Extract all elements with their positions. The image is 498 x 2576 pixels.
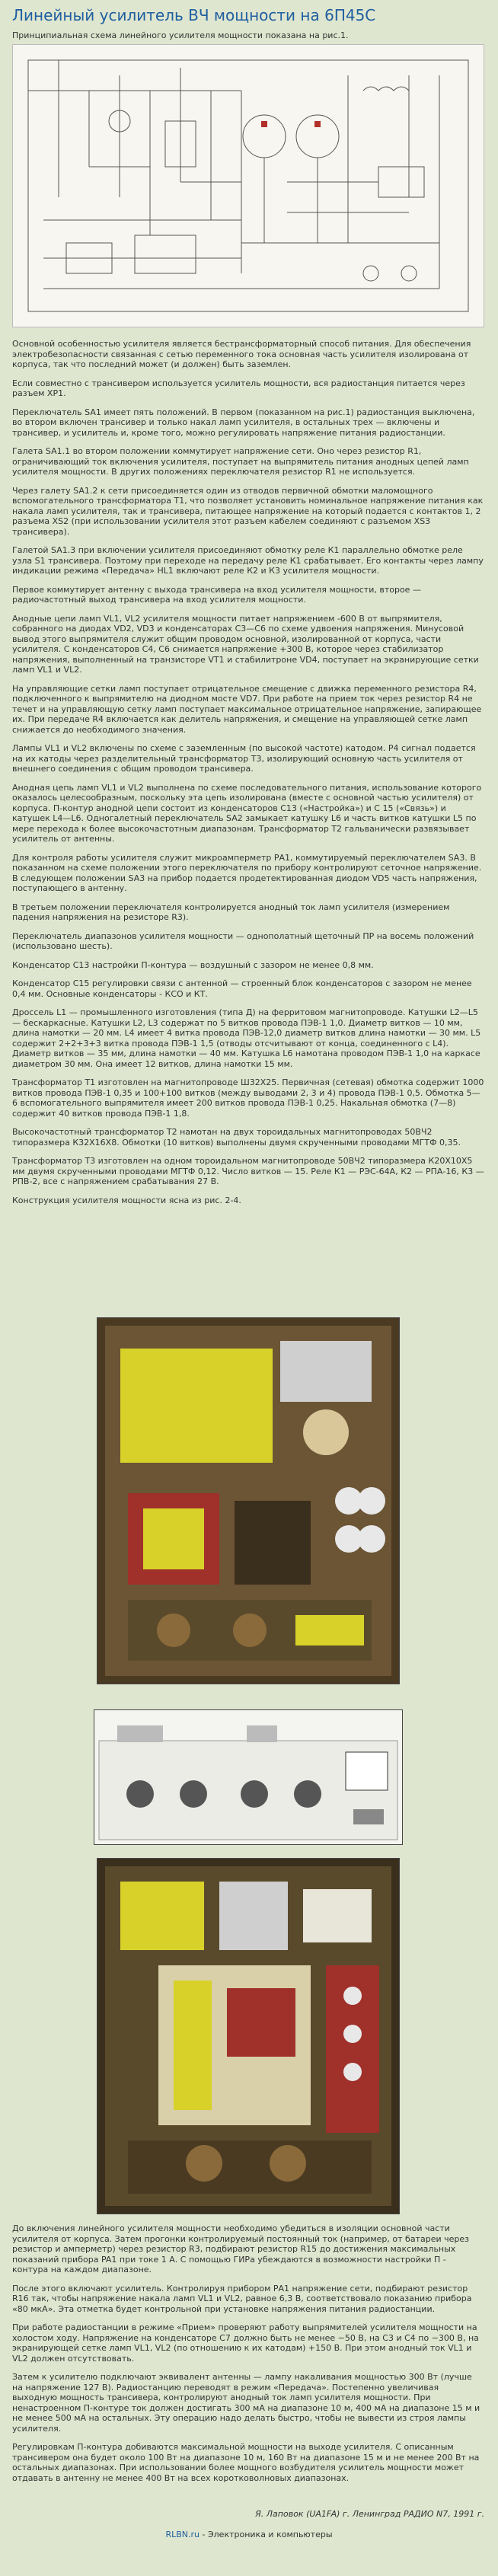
paragraph: Анодные цепи ламп VL1, VL2 усилителя мощности питает напряжением -600 В от выпрямителя, собранного на диодах VD2, VD3 и конденсаторах С3—С6 по схеме удвоения напряжения. Минусовой вывод этого выпрямителя служит общим проводом основной, изолированной от корпуса, части усилителя. С конденсаторов С4, С6 снимается напряжение +300 В, которое через стабилизатор напряжения, выполненный на транзисторе VT1 и стабилитроне VD4, поступает на экранирующие сетки ламп VL1 и VL2. [12, 613, 479, 675]
paragraph: Анодная цепь ламп VL1 и VL2 выполнена по схеме последовательного питания, использование которого оказалось целесообразным, поскольку эта цепь изолирована (вместе с основной частью усилителя) от корпуса. П-контур анодной цепи состоит из конденсаторов С13 («Настройка») и С 15 («Связь») и катушек L4—L6. Одногалетный переключатель SA2 замыкает катушку L6 и часть витков катушки L5 по мере перехода к более высокочастотным диапазонам. Трансформатор Т2 гальванически развязывает усилитель от антенны. [12, 782, 482, 844]
paragraph: Конденсатор С13 настройки П-контура — воздушный с зазором не менее 0,8 мм. [12, 959, 374, 970]
paragraph: До включения линейного усилителя мощности необходимо убедиться в изоляции основной части усилителя от корпуса. Затем прогонки контролируемый постоянный ток (например, от батареи через резистор и амперметр) через резистор R3, подбирают резистор R15 до достижения максимальных показаний прибора PA1 при токе 1 А. С помощью ГИРа убеждаются в возможности настройки П - контура на каждом диапазоне. [12, 2223, 469, 2274]
circuit-schematic-figure [12, 44, 484, 327]
amplifier-open-chassis-photo [97, 1858, 400, 2214]
paragraph: Трансформатор Т3 изготовлен на одном тороидальном магнитопроводе 50ВЧ2 типоразмера К20Х10Х5 мм двумя скрученными проводами МГТФ 0,12. Число витков — 15. Реле К1 — РЭС-64А, К2 — РПА-16, К3 — РПВ-2, все с напряжением срабатывания 27 В. [12, 1156, 484, 1186]
site-footer [0, 2530, 498, 2539]
site-link[interactable]: RLBN.ru [165, 2530, 200, 2539]
paragraph: После этого включают усилитель. Контролируя прибором РА1 напряжение сети, подбирают резистор R16 так, чтобы напряжение накала ламп VL1 и VL2, равное 6,3 В, соответствовало показанию прибора «80 мкА». Эта отметка будет контрольной при установке напряжения питания радиостанции. [12, 2283, 472, 2314]
amplifier-front-panel-photo [94, 1709, 403, 1845]
paragraph: Высокочастотный трансформатор Т2 намотан на двух тороидальных магнитопроводах 50ВЧ2 типоразмера К32Х16Х8. Обмотки (10 витков) выполнены двумя скрученными проводами МГТФ 0,35. [12, 1127, 461, 1148]
paragraph: В третьем положении переключателя контролируется анодный ток ламп усилителя (измерением падения напряжения на резисторе R3). [12, 902, 450, 922]
amplifier-top-view-photo [97, 1317, 400, 1684]
article-body-bottom [12, 2223, 484, 2491]
article-body-top [12, 339, 484, 1214]
author-signature: Я. Лаповок (UA1FA) г. Ленинград РАДИО N7, 1991 г. [255, 2509, 484, 2519]
paragraph: Галета SA1.1 во втором положении коммутирует напряжение сети. Оно через резистор R1, ограничивающий ток включения усилителя, поступает на выпрямитель питания анодных цепей ламп усилителя мощности. В других положениях переключателя резистор R1 не используется. [12, 446, 469, 477]
paragraph: Первое коммутирует антенну с выхода трансивера на вход усилителя мощности, второе — радиочастотный выход трансивера на вход усилителя мощности. [12, 584, 421, 605]
paragraph: Переключатель диапазонов усилителя мощности — однополатный щеточный ПР на восемь положений (использовано шесть). [12, 930, 474, 951]
page-title: Линейный усилитель ВЧ мощности на 6П45С [12, 6, 376, 24]
paragraph: При работе радиостанции в режиме «Прием» проверяют работу выпрямителей усилителя мощности на холостом ходу. Напряжение на конденсаторе С7 должно быть не менее −50 В, на С3 и С4 по −300 В, на экранирующей сетке ламп VL1, VL2 (по отношению к их катодам) +150 В. При этом анодный ток VL1 и VL2 должен отсутствовать. [12, 2322, 479, 2364]
paragraph: Переключатель SA1 имеет пять положений. В первом (показанном на рис.1) радиостанция выключена, во втором включен трансивер и только накал ламп усилителя, в остальных трех — включены и трансивер, и усилитель и, кроме того, можно регулировать напряжение питания радиостанции. [12, 407, 475, 438]
paragraph: Дроссель L1 — промышленного изготовления (типа Д) на ферритовом магнитопроводе. Катушки L2—L5 — бескаркасные. Катушки L2, L3 содержат по 5 витков провода ПЭВ-1 1,0. Диаметр витков — 10 мм, длина намотки — 20 мм. L4 имеет 4 витка провода ПЭВ-12,0 диаметр витков длина намотки — 30 мм. L5 содержит 2+2+3+3 витка провода ПЭВ-1 1,5 (отводы отсчитывают от конца, соединенного с L4). Диаметр витков — 35 мм, длина намотки — 40 мм. Катушка L6 намотана проводом ПЭВ-1 1,0 на каркасе диаметром 30 мм. Она имеет 12 витков, длина намотки 15 мм. [12, 1007, 481, 1069]
paragraph: Затем к усилителю подключают эквивалент антенны — лампу накаливания мощностью 300 Вт (лучше на напряжение 127 В). Радиостанцию переводят в режим «Передача». Постепенно увеличивая выходную мощность трансивера, контролируют анодный ток ламп усилителя мощности. При ненастроенном П-контуре ток должен достигать 300 мА на диапазоне 10 м, 400 мА на диапазоне 15 м и не менее 500 мА на остальных. Эту операцию надо делать быстро, чтобы не вывести из строя лампы усилителя. [12, 2372, 480, 2434]
paragraph: Лампы VL1 и VL2 включены по схеме с заземленным (по высокой частоте) катодом. Р4 сигнал подается на их катоды через разделительный трансформатор Т3, изолирующий основную часть усилителя от внешнего соединения с общим проводом трансивера. [12, 743, 476, 774]
paragraph: Конденсатор С15 регулировки связи с антенной — строенный блок конденсаторов с зазором не менее 0,4 мм. Основные конденсаторы - КСО и КТ. [12, 978, 472, 999]
paragraph: Если совместно с трансивером используется усилитель мощности, вся радиостанция питается через разъем ХР1. [12, 378, 465, 398]
paragraph: Галетой SA1.3 при включении усилителя присоединяют обмотку реле К1 параллельно обмотке реле узла S1 трансивера. Поэтому при переходе на передачу реле К1 срабатывает. Его контакты через лампу индикации режима «Передача» HL1 включают реле К2 и К3 усилителя мощности. [12, 545, 484, 576]
site-tagline: - Электроника и компьютеры [200, 2530, 333, 2539]
paragraph: На управляющие сетки ламп поступает отрицательное смещение с движка переменного резистора R4, подключенного к выпрямителю на диодном мосте VD7. При работе на прием ток через резистор R4 не течет и на управляющую сетку ламп поступает максимальное отрицательное напряжение, запирающее их. При передаче R4 включается как делитель напряжения, и смещение на управляющей сетке ламп снижается до необходимого значения. [12, 683, 482, 735]
paragraph: Регулировкам П-контура добиваются максимальной мощности на выходе усилителя. С описанным трансивером она будет около 100 Вт на диапазоне 10 м, 160 Вт на диапазоне 15 м и не менее 200 Вт на остальных диапазонах. При использовании более мощного возбудителя усилитель мощности может отдавать в антенну не менее 400 Вт на всех коротковолновых диапазонах. [12, 2442, 480, 2483]
intro-caption: Принципиальная схема линейного усилителя мощности показана на рис.1. [12, 30, 349, 40]
paragraph: Через галету SA1.2 к сети присоединяется один из отводов первичной обмотки маломощного вспомогательного трансформатора Т1, что позволяет установить номинальное напряжение питания как накала ламп усилителя, так и трансивера, питающее напряжение на который подается с контактов 1, 2 разъема XS2 (при использовании усилителя этот разъем кабелем соединяют с разъемом XS3 трансивера). [12, 485, 484, 537]
paragraph: Конструкция усилителя мощности ясна из рис. 2-4. [12, 1195, 241, 1205]
paragraph: Для контроля работы усилителя служит микроамперметр РА1, коммутируемый переключателем SA3. В показанном на схеме положении этого переключателя по прибору контролируют сеточное напряжение. В следующем положении SA3 на прибор подается продетектированная диодом VD5 часть напряжения, поступающего в антенну. [12, 852, 482, 893]
paragraph: Трансформатор Т1 изготовлен на магнитопроводе Ш32Х25. Первичная (сетевая) обмотка содержит 1000 витков провода ПЭВ-1 0,35 и 100+100 витков (между выводами 2, 3 и 4) провода ПЭВ-1 0,5. Обмотка 5—6 вспомогательного выпрямителя имеет 200 витков провода ПЭВ-1 0,25. Накальная обмотка (7—8) содержит 40 витков провода ПЭВ-1 1,8. [12, 1077, 484, 1119]
paragraph: Основной особенностью усилителя является бестрансформаторный способ питания. Для обеспечения электробезопасности связанная с сетью переменного тока основная часть усилителя изолирована от корпуса, так что последний может (и должен) быть заземлен. [12, 339, 471, 369]
